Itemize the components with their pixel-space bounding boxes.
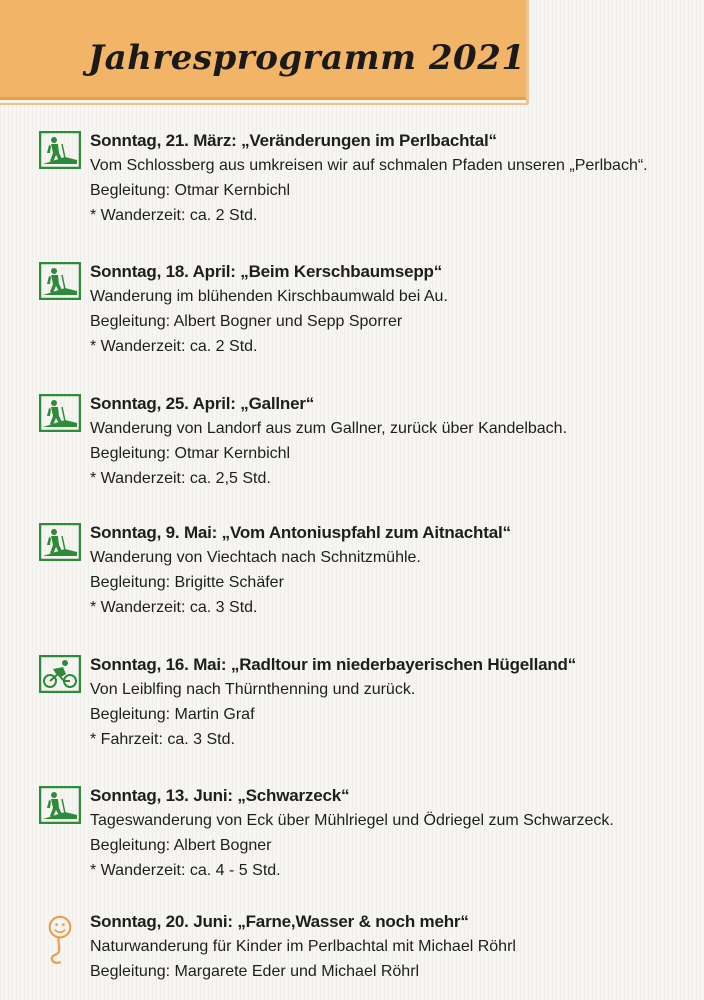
kids-icon: [42, 909, 78, 971]
event-heading: Sonntag, 21. März: „Veränderungen im Perlbachtal“: [90, 131, 497, 150]
event-guide: Begleitung: Margarete Eder und Michael Röhrl: [90, 963, 420, 980]
hiking-icon: [39, 786, 81, 824]
event-heading: Sonntag, 16. Mai: „Radltour im niederbayerischen Hügelland“: [90, 655, 577, 674]
event-duration: * Wanderzeit: ca. 3 Std.: [90, 599, 258, 616]
event-guide: Begleitung: Brigitte Schäfer: [90, 574, 284, 591]
event-heading: Sonntag, 20. Juni: „Farne,Wasser & noch mehr“: [90, 912, 469, 931]
header-edge-line: [526, 0, 529, 104]
event-guide: Begleitung: Otmar Kernbichl: [90, 182, 291, 199]
event-description: Naturwanderung für Kinder im Perlbachtal mit Michael Röhrl: [90, 938, 516, 955]
event-heading: Sonntag, 9. Mai: „Vom Antoniuspfahl zum Aitnachtal“: [90, 523, 511, 542]
event-duration: * Fahrzeit: ca. 3 Std.: [90, 731, 235, 748]
hiking-icon: [39, 262, 81, 300]
event-guide: Begleitung: Albert Bogner: [90, 837, 272, 854]
event-duration: * Wanderzeit: ca. 4 - 5 Std.: [90, 862, 281, 879]
event-heading: Sonntag, 25. April: „Gallner“: [90, 394, 315, 413]
event-guide: Begleitung: Martin Graf: [90, 706, 255, 723]
event-duration: * Wanderzeit: ca. 2 Std.: [90, 338, 258, 355]
hiking-icon: [39, 523, 81, 561]
event-description: Von Leiblfing nach Thürnthenning und zurück.: [90, 681, 416, 698]
cycling-icon: [39, 655, 81, 693]
event-description: Wanderung im blühenden Kirschbaumwald bei Au.: [90, 288, 448, 305]
event-description: Vom Schlossberg aus umkreisen wir auf schmalen Pfaden unseren „Perlbach“.: [90, 157, 648, 174]
event-heading: Sonntag, 18. April: „Beim Kerschbaumsepp“: [90, 262, 443, 281]
event-guide: Begleitung: Otmar Kernbichl: [90, 445, 291, 462]
event-description: Tageswanderung von Eck über Mühlriegel und Ödriegel zum Schwarzeck.: [90, 812, 614, 829]
event-description: Wanderung von Landorf aus zum Gallner, zurück über Kandelbach.: [90, 420, 568, 437]
event-description: Wanderung von Viechtach nach Schnitzmühle.: [90, 549, 421, 566]
event-duration: * Wanderzeit: ca. 2,5 Std.: [90, 470, 271, 487]
event-duration: * Wanderzeit: ca. 2 Std.: [90, 207, 258, 224]
hiking-icon: [39, 131, 81, 169]
event-heading: Sonntag, 13. Juni: „Schwarzeck“: [90, 786, 350, 805]
event-guide: Begleitung: Albert Bogner und Sepp Sporrer: [90, 313, 403, 330]
hiking-icon: [39, 394, 81, 432]
page-title: Jahresprogramm 2021: [88, 38, 526, 78]
